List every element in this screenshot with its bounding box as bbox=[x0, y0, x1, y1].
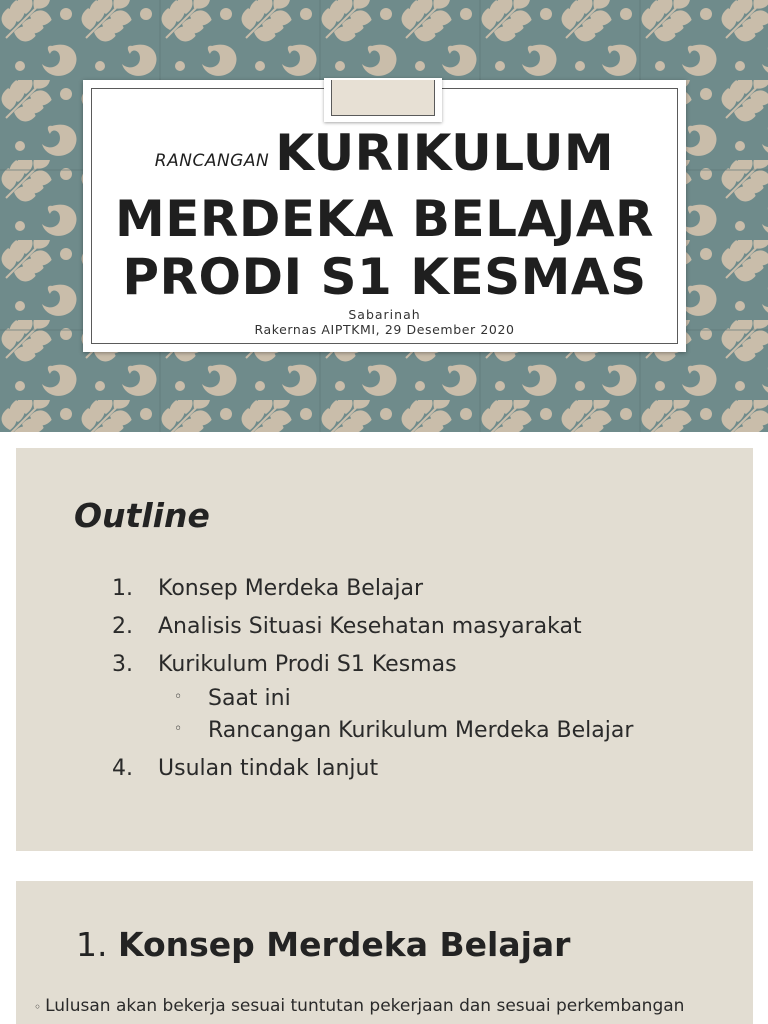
title-line-3: PRODI S1 KESMAS bbox=[122, 248, 647, 306]
outline-slide: Outline 1. Konsep Merdeka Belajar 2. Analisis Situasi Kesehatan masyarakat 3. Kurikulum Prodi S1 Kesmas ◦ Saat ini ◦ Rancangan Kurikulum Merdeka Belajar 4. Usulan tindak lanjut bbox=[16, 448, 753, 851]
title-line-1: KURIKULUM bbox=[275, 124, 615, 182]
outline-title: Outline bbox=[74, 496, 210, 535]
title-card-tab bbox=[324, 78, 442, 122]
title-slide bbox=[0, 0, 768, 432]
title-card bbox=[83, 80, 686, 352]
title-prefix: RANCANGAN bbox=[154, 151, 270, 171]
concept-slide-title: 1. Konsep Merdeka Belajar bbox=[76, 925, 571, 964]
event-info: Rakernas AIPTKMI, 29 Desember 2020 bbox=[254, 322, 515, 337]
slide-title bbox=[83, 124, 686, 306]
concept-bullet-text: ◦ Lulusan akan bekerja sesuai tuntutan pekerjaan dan sesuai perkembangan bbox=[34, 996, 685, 1016]
author-name: Sabarinah bbox=[348, 307, 421, 322]
title-line-2: MERDEKA BELAJAR bbox=[114, 190, 655, 248]
